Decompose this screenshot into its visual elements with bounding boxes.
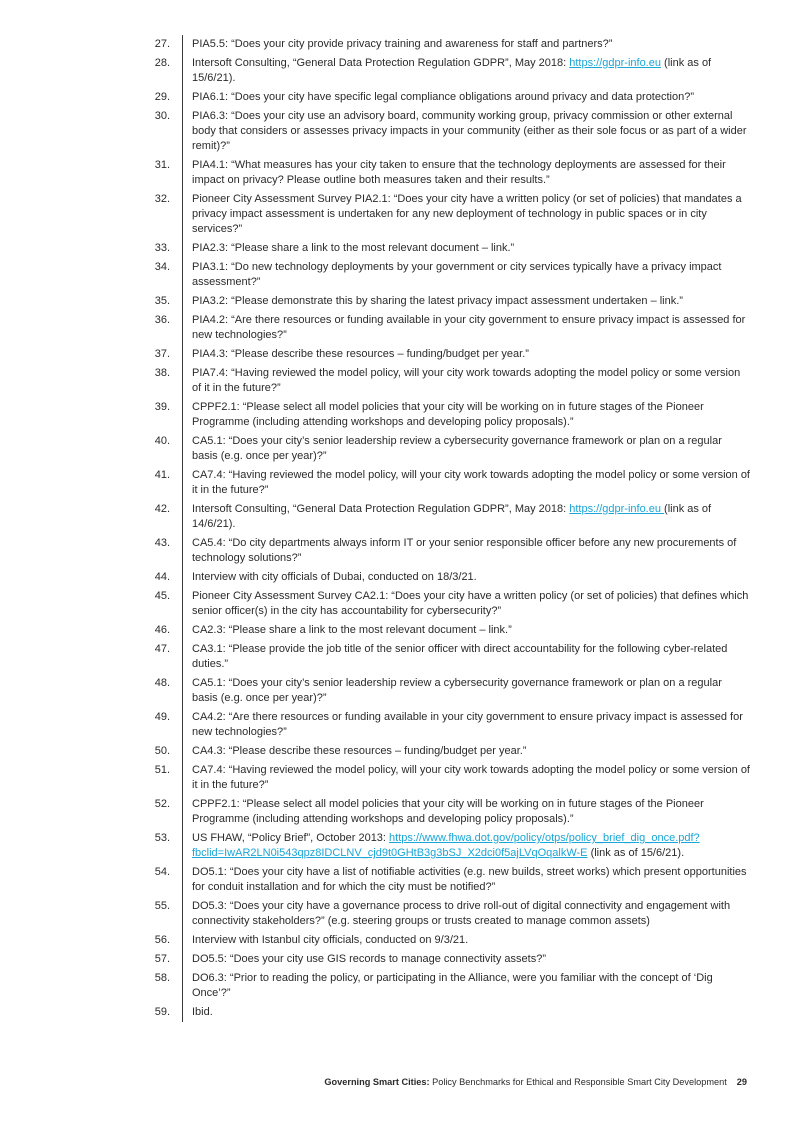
- endnote-text-segment: PIA4.1: “What measures has your city taken to ensure that the technology deployments are assessed for their impact on privacy? Please outline both measures taken and their results.”: [192, 159, 726, 186]
- endnote-number: 30.: [154, 110, 170, 122]
- page-number: 29: [736, 1077, 747, 1087]
- endnote-item: [138, 500, 750, 534]
- endnote-text-segment: CA7.4: “Having reviewed the model policy, will your city work towards adopting the model policy or some version of it in the future?”: [192, 469, 750, 496]
- endnote-number: 45.: [154, 590, 170, 602]
- endnote-text-segment: PIA5.5: “Does your city provide privacy training and awareness for staff and partners?”: [192, 38, 613, 50]
- endnote-text-segment: CA7.4: “Having reviewed the model policy, will your city work towards adopting the model policy or some version of it in the future?”: [192, 764, 750, 791]
- endnote-number: 29.: [154, 91, 170, 103]
- endnote-number: 35.: [154, 295, 170, 307]
- endnote-text: [182, 742, 750, 761]
- endnote-number: 33.: [154, 242, 170, 254]
- endnote-text: [182, 568, 750, 587]
- endnote-item: [138, 156, 750, 190]
- endnote-number: 59.: [154, 1006, 170, 1018]
- endnote-text: [182, 258, 750, 292]
- endnote-text-segment: CA3.1: “Please provide the job title of the senior officer with direct accountability for the following cyber-related duties.”: [192, 643, 728, 670]
- endnote-text-segment: PIA3.2: “Please demonstrate this by sharing the latest privacy impact assessment undertaken – link.”: [192, 295, 683, 307]
- endnote-text-segment: Ibid.: [192, 1006, 213, 1018]
- endnote-text-segment: DO5.3: “Does your city have a governance process to drive roll-out of digital connectivity and engagement with connectivity stakeholders?” (e.g. steering groups or trusts created to manage common assets): [192, 900, 731, 927]
- endnote-text-segment: DO5.1: “Does your city have a list of notifiable activities (e.g. new builds, street works) which present opportunities for conduit installation and for which the city must be notified?”: [192, 866, 747, 893]
- endnote-item: [138, 35, 750, 54]
- endnote-text-segment: DO6.3: “Prior to reading the policy, or participating in the Alliance, were you familiar with the concept of ‘Dig Once’?”: [192, 972, 713, 999]
- endnote-text: [182, 432, 750, 466]
- endnote-item: [138, 795, 750, 829]
- endnote-item: [138, 364, 750, 398]
- endnote-item: [138, 54, 750, 88]
- endnote-text: [182, 761, 750, 795]
- endnote-number: 52.: [154, 798, 170, 810]
- endnote-text-segment: CA4.3: “Please describe these resources – funding/budget per year.”: [192, 745, 527, 757]
- endnote-text: [182, 1003, 750, 1022]
- endnote-item: [138, 969, 750, 1003]
- endnote-text: [182, 621, 750, 640]
- endnote-item: [138, 190, 750, 239]
- endnote-item: [138, 239, 750, 258]
- endnote-text: [182, 674, 750, 708]
- endnote-text: [182, 398, 750, 432]
- endnote-number: 46.: [154, 624, 170, 636]
- endnote-item: [138, 708, 750, 742]
- endnote-link[interactable]: https://gdpr-info.eu: [569, 503, 665, 515]
- endnote-number: 53.: [154, 832, 170, 844]
- endnote-text-segment: Interview with Istanbul city officials, conducted on 9/3/21.: [192, 934, 469, 946]
- endnote-text: [182, 345, 750, 364]
- endnote-text: [182, 107, 750, 156]
- endnote-item: [138, 931, 750, 950]
- endnote-item: [138, 107, 750, 156]
- endnote-text: [182, 950, 750, 969]
- endnote-number: 32.: [154, 193, 170, 205]
- endnote-text: [182, 54, 750, 88]
- endnote-text-segment: CPPF2.1: “Please select all model policies that your city will be working on in future stages of the Pioneer Programme (including attending workshops and developing policy proposals).”: [192, 401, 704, 428]
- endnote-number: 47.: [154, 643, 170, 655]
- endnote-text-segment: PIA6.1: “Does your city have specific legal compliance obligations around privacy and data protection?”: [192, 91, 694, 103]
- endnote-text: [182, 795, 750, 829]
- endnote-number: 37.: [154, 348, 170, 360]
- endnote-text-segment: (link as of 15/6/21).: [587, 847, 685, 859]
- endnote-number: 49.: [154, 711, 170, 723]
- endnote-text: [182, 534, 750, 568]
- endnote-text-segment: PIA3.1: “Do new technology deployments by your government or city services typically have a privacy impact assessment?”: [192, 261, 722, 288]
- endnotes-list: [138, 35, 750, 1022]
- endnote-item: [138, 742, 750, 761]
- endnote-text: [182, 156, 750, 190]
- endnote-number: 48.: [154, 677, 170, 689]
- endnote-item: [138, 292, 750, 311]
- endnote-item: [138, 345, 750, 364]
- endnote-text-segment: CA5.1: “Does your city’s senior leadership review a cybersecurity governance framework or plan on a regular basis (e.g. once per year)?”: [192, 677, 722, 704]
- endnote-item: [138, 587, 750, 621]
- endnote-text: [182, 311, 750, 345]
- endnote-item: [138, 1003, 750, 1022]
- endnote-text: [182, 239, 750, 258]
- endnote-item: [138, 258, 750, 292]
- endnote-text: [182, 292, 750, 311]
- endnote-text-segment: CA2.3: “Please share a link to the most relevant document – link.”: [192, 624, 512, 636]
- endnote-link[interactable]: https://gdpr-info.eu: [569, 57, 661, 69]
- endnote-number: 56.: [154, 934, 170, 946]
- endnote-number: 28.: [154, 57, 170, 69]
- endnote-number: 36.: [154, 314, 170, 326]
- endnote-text: [182, 829, 750, 863]
- footer-title-bold: Governing Smart Cities:: [324, 1077, 430, 1087]
- endnote-text: [182, 640, 750, 674]
- endnote-number: 58.: [154, 972, 170, 984]
- endnote-number: 44.: [154, 571, 170, 583]
- endnote-text-segment: PIA4.3: “Please describe these resources – funding/budget per year.”: [192, 348, 529, 360]
- endnote-number: 50.: [154, 745, 170, 757]
- endnote-text-segment: Pioneer City Assessment Survey CA2.1: “Does your city have a written policy (or set of policies) that defines which senior officer(s) in the city has accountability for cybersecurity?”: [192, 590, 749, 617]
- endnote-link[interactable]: https://www.fhwa.dot.gov/policy/otps/policy_brief_dig_once.pdf?fbclid=IwAR2LN0i543qpz8IDCLNV_cjd9t0GHtB3g3bSJ_X2dci0f5ajLVqOqalkW-E: [192, 832, 700, 859]
- endnote-text-segment: Intersoft Consulting, “General Data Protection Regulation GDPR”, May 2018:: [192, 503, 570, 515]
- endnote-number: 55.: [154, 900, 170, 912]
- endnote-text-segment: DO5.5: “Does your city use GIS records to manage connectivity assets?”: [192, 953, 546, 965]
- page-footer: [0, 1077, 747, 1087]
- endnote-number: 43.: [154, 537, 170, 549]
- endnote-number: 51.: [154, 764, 170, 776]
- endnote-text-segment: PIA7.4: “Having reviewed the model policy, will your city work towards adopting the model policy or some version of it in the future?”: [192, 367, 741, 394]
- endnote-item: [138, 311, 750, 345]
- endnote-item: [138, 568, 750, 587]
- endnote-number: 34.: [154, 261, 170, 273]
- endnote-number: 39.: [154, 401, 170, 413]
- endnote-text: [182, 364, 750, 398]
- endnote-text-segment: (link as of 15/6/21).: [192, 57, 712, 84]
- endnote-text: [182, 466, 750, 500]
- endnote-text: [182, 931, 750, 950]
- footer-title-rest: Policy Benchmarks for Ethical and Responsible Smart City Development: [429, 1077, 727, 1087]
- endnote-item: [138, 88, 750, 107]
- endnote-item: [138, 534, 750, 568]
- endnote-item: [138, 621, 750, 640]
- endnote-text: [182, 587, 750, 621]
- endnote-item: [138, 950, 750, 969]
- endnote-text-segment: US FHAW, “Policy Brief”, October 2013:: [192, 832, 390, 844]
- endnote-text: [182, 969, 750, 1003]
- endnote-text-segment: PIA6.3: “Does your city use an advisory board, community working group, privacy commission or other external body that considers or assesses privacy impacts in your community (either as their sole focus or as part of a wider remit)?”: [192, 110, 747, 152]
- endnote-text: [182, 35, 750, 54]
- endnote-text-segment: CA5.4: “Do city departments always inform IT or your senior responsible officer before any new procurements of technology solutions?”: [192, 537, 737, 564]
- endnote-text: [182, 863, 750, 897]
- endnote-text: [182, 708, 750, 742]
- endnote-item: [138, 466, 750, 500]
- endnote-number: 54.: [154, 866, 170, 878]
- endnote-number: 40.: [154, 435, 170, 447]
- endnote-number: 42.: [154, 503, 170, 515]
- endnote-text: [182, 190, 750, 239]
- endnote-text-segment: CA5.1: “Does your city’s senior leadership review a cybersecurity governance framework or plan on a regular basis (e.g. once per year)?”: [192, 435, 722, 462]
- endnote-item: [138, 640, 750, 674]
- endnote-text-segment: PIA2.3: “Please share a link to the most relevant document – link.”: [192, 242, 515, 254]
- endnote-item: [138, 761, 750, 795]
- endnote-item: [138, 674, 750, 708]
- endnote-number: 31.: [154, 159, 170, 171]
- endnote-text-segment: Interview with city officials of Dubai, conducted on 18/3/21.: [192, 571, 477, 583]
- endnote-text-segment: CA4.2: “Are there resources or funding available in your city government to ensure privacy impact is assessed for new technologies?”: [192, 711, 743, 738]
- endnote-text-segment: Pioneer City Assessment Survey PIA2.1: “Does your city have a written policy (or set of policies) that mandates a privacy impact assessment is undertaken for any new deployment of technology in public spaces or in city services?”: [192, 193, 742, 235]
- endnote-number: 27.: [154, 38, 170, 50]
- endnote-text: [182, 88, 750, 107]
- endnote-number: 38.: [154, 367, 170, 379]
- endnote-text-segment: PIA4.2: “Are there resources or funding available in your city government to ensure privacy impact is assessed for new technologies?”: [192, 314, 746, 341]
- endnote-number: 57.: [154, 953, 170, 965]
- endnote-item: [138, 432, 750, 466]
- endnote-text: [182, 500, 750, 534]
- endnote-text: [182, 897, 750, 931]
- endnote-item: [138, 398, 750, 432]
- endnote-item: [138, 829, 750, 863]
- endnote-text-segment: (link as of 14/6/21).: [192, 503, 712, 530]
- endnote-number: 41.: [154, 469, 170, 481]
- endnote-item: [138, 863, 750, 897]
- endnote-text-segment: Intersoft Consulting, “General Data Protection Regulation GDPR”, May 2018:: [192, 57, 570, 69]
- endnote-item: [138, 897, 750, 931]
- endnote-text-segment: CPPF2.1: “Please select all model policies that your city will be working on in future stages of the Pioneer Programme (including attending workshops and developing policy proposals).”: [192, 798, 704, 825]
